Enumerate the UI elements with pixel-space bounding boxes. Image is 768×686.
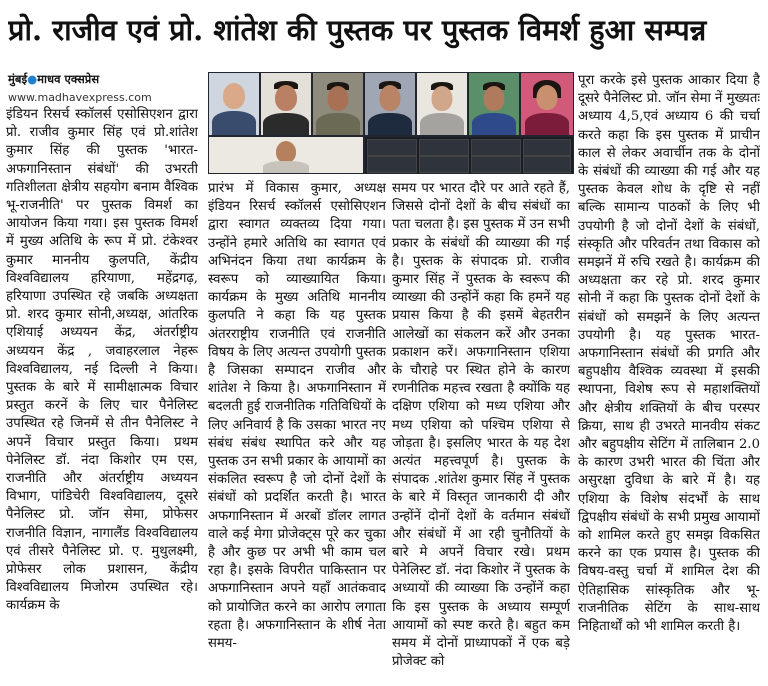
participant-photo-1 bbox=[209, 73, 259, 135]
participant-photo-2 bbox=[261, 73, 311, 135]
participant-photo-5 bbox=[417, 73, 467, 135]
article-column-1 bbox=[6, 106, 198, 678]
byline-city: मुंबई bbox=[8, 72, 28, 86]
video-conference-photo bbox=[208, 72, 574, 174]
article-column-3 bbox=[392, 180, 570, 678]
participant-photo-4 bbox=[365, 73, 415, 135]
column-2-text: प्रारंभ में विकास कुमार, अध्यक्ष इंडियन रिसर्च स्कॉलर्स एसोसिएशन द्वारा स्वागत व्यक्तव्य दिया गया। उन्होंने हमारे अतिथि का स्वागत एवं अभिनंदन किया तथा कार्यक्रम के स्वरूप को व्याख्यायित किया। कार्यक्रम के मुख्य अतिथि माननीय कुलपति ने कहा कि यह पुस्तक अंतरराष्ट्रीय राजनीति एवं राजनीति विषय के लिए अत्यन्त उपयोगी पुस्तक है जिसका सम्पादन राजीव और शांतेश ने किया है। अफगानिस्तान में बदलती हुई राजनीतिक गतिविधियों के लिए अनिवार्य है कि उसका भारत नए संबंध संबंध स्थापित करे और यह पुस्तक उन सभी प्रकार के आयामों का संकलित स्वरूप है जो दोनों देशों के संबंधों को प्रदर्शित करती है। भारत अफगानिस्तान में अरबों डॉलर लागत वाले कई मेगा प्रोजेक्ट्स पूरे कर चुका है और कुछ पर अभी भी काम चल रहा है। इसके विपरीत पाकिस्तान पर अफगानिस्तान अपने यहाँ आतंकवाद को प्रायोजित करने का आरोप लगाता रहता है। अफगानिस्तान के शीर्ष नेता समय- bbox=[208, 181, 386, 652]
column-1-text: इंडियन रिसर्च स्कॉलर्स एसोसिएशन द्वारा प्रो. राजीव कुमार सिंह एवं प्रो.शांतेश कुमार सिंह की पुस्तक 'भारत-अफगानिस्तान संबंधों' की उभरती गतिशीलता क्षेत्रीय सहयोग बनाम वैश्विक भू-राजनीति' पर पुस्तक विमर्श का आयोजन किया गया। इस पुस्तक विमर्श में मुख्य अतिथि के रूप में प्रो. टंकेश्वर कुमार माननीय कुलपति, केंद्रीय विश्वविद्यालय हरियाणा, महेंद्रगढ़, हरियाणा उपस्थित रहे जबकि अध्यक्षता प्रो. शरद कुमार सोनी,अध्यक्ष, आंतरिक एशियाई अध्ययन केंद्र, अंतर्राष्ट्रीय अध्ययन केंद्र , जवाहरलाल नेहरू विश्वविद्यालय, नई दिल्ली ने किया। पुस्तक के बारे में सामीक्षात्मक विचार प्रस्तुत करनें के लिए चार पैनेलिस्ट उपस्थित रहे जिनमें से तीन पैनेलिस्ट ने अपनें विचार प्रस्तुत किया। प्रथम पेनेलिस्ट डॉ. नंदा किशोर एम एस, राजनीति और अंतर्राष्ट्रीय अध्ययन विभाग, पांडिचेरी विश्वविद्यालय, दूसरे पैनेलिस्ट प्रो. जॉन सेमा, प्रोफेसर राजनीति विज्ञान, नागालैंड विश्वविद्यालय एवं तीसरे पैनेलिस्ट प्रो. ए. मुथुलक्ष्मी, प्रोफेसर लोक प्रशासन, केंद्रीय विश्वविद्यालय मिजोरम उपस्थित रहे। कार्यक्रम के bbox=[6, 107, 198, 614]
article-column-4 bbox=[578, 72, 760, 678]
participant-photo-3 bbox=[313, 73, 363, 135]
headline: प्रो. राजीव एवं प्रो. शांतेश की पुस्तक पर पुस्तक विमर्श हुआ सम्पन्न bbox=[8, 13, 707, 47]
participant-photo-7 bbox=[521, 73, 573, 135]
article-column-2 bbox=[208, 180, 386, 678]
column-4-text: पूरा करके इसे पुस्तक आकार दिया है दूसरे पैनेलिस्ट प्रो. जॉन सेमा नें मुख्यतः अध्याय 4,5,एवं अध्याय 6 की चर्चा करते कहा कि इस पुस्तक में प्राचीन काल से लेकर अवार्चीन तक के दोनों के संबंधों की व्याख्या की गई और यह पुस्तक केवल शोध के दृष्टि से नहीं बल्कि सामान्य पाठकों के लिए भी उपयोगी है जो दोनों देशों के संबंधों, संस्कृति और परिवर्तन तथा विकास को समझनें में रुचि रखते है। कार्यक्रम की अध्यक्षता कर रहे प्रो. शरद कुमार सोनी नें कहा कि पुस्तक दोनों देशों के संबंधों को समझनें के लिए अत्यन्त उपयोगी है। यह पुस्तक भारत-अफगानिस्तान संबंधों की प्रगति और बहुपक्षीय वैश्विक व्यवस्था में इसकी स्थापना, विशेष रूप से महाशक्तियों और क्षेत्रीय शक्तियों के बीच परस्पर क्रिया, साथ ही उभरते मानवीय संकट और बहुपक्षीय सेटिंग में तालिबान 2.0 के कारण उभरी भारत की चिंता और असुरक्षा दुविधा के बारे में है। यह एशिया के विशेष संदर्भों के साथ द्विपक्षीय संबंधों के सभी प्रमुख आयामों को शामिल करते हुए समझ विकसित करने का एक प्रयास है। पुस्तक की विषय-वस्तु चर्चा में शामिल देश की ऐतिहासिक सांस्कृतिक और भू-राजनीतिक सेटिंग के साथ-साथ निहितार्थों को भी शामिल करती है। bbox=[578, 73, 760, 635]
participant-photo-6 bbox=[469, 73, 519, 135]
byline-source: माधव एक्सप्रेस bbox=[37, 72, 100, 86]
next-headline-strip bbox=[0, 679, 768, 686]
byline bbox=[8, 72, 99, 87]
participant-photo-8 bbox=[209, 137, 363, 173]
gallery-view bbox=[365, 137, 573, 173]
column-3-text: समय पर भारत दौरे पर आते रहते हैं, जिससे दोनों देशों के बीच संबंधों का पता चलता है। इस पुस्तक में उन सभी प्रकार के संबंधों की व्याख्या की गई है। पुस्तक के संपादक प्रो. राजीव कुमार सिंह नें पुस्तक के स्वरूप की व्याख्या की उन्होंनें कहा कि हमनें यह प्रयास किया है की इसमें बेहतरीन आलेखों का संकलन करें और उनका प्रकाशन करें। अफगानिस्तान एशिया के चौराहे पर स्थित होने के कारण रणनीतिक महत्त्व रखता है क्योंकि यह दक्षिण एशिया को मध्य एशिया और मध्य एशिया को पश्चिम एशिया से जोड़ता है। इसलिए भारत के यह देश अत्यंत महत्त्वपूर्ण है। पुस्तक के संपादक .शांतेश कुमार सिंह नें पुस्तक के बारे में विस्तृत जानकारी दी और उन्होंनें दोनों देशों के वर्तमान संबंधों और संबंधों में आ रही चुनौतियों के बारे मे अपनें विचार रखे। प्रथम पेनेलिस्ट डॉ. नंदा किशोर नें पुस्तक के अध्यायों की व्याख्या कि उन्होंनें कहा कि इस पुस्तक के अध्याय सम्पूर्ण आयामों को स्पष्ट करते है। बहुत कम समय में दोनों प्राध्यापकों नें एक बड़े प्रोजेक्ट को bbox=[392, 181, 570, 670]
bullet-dot-icon: ● bbox=[27, 72, 38, 86]
website-url[interactable]: www.madhavexpress.com bbox=[8, 91, 152, 104]
